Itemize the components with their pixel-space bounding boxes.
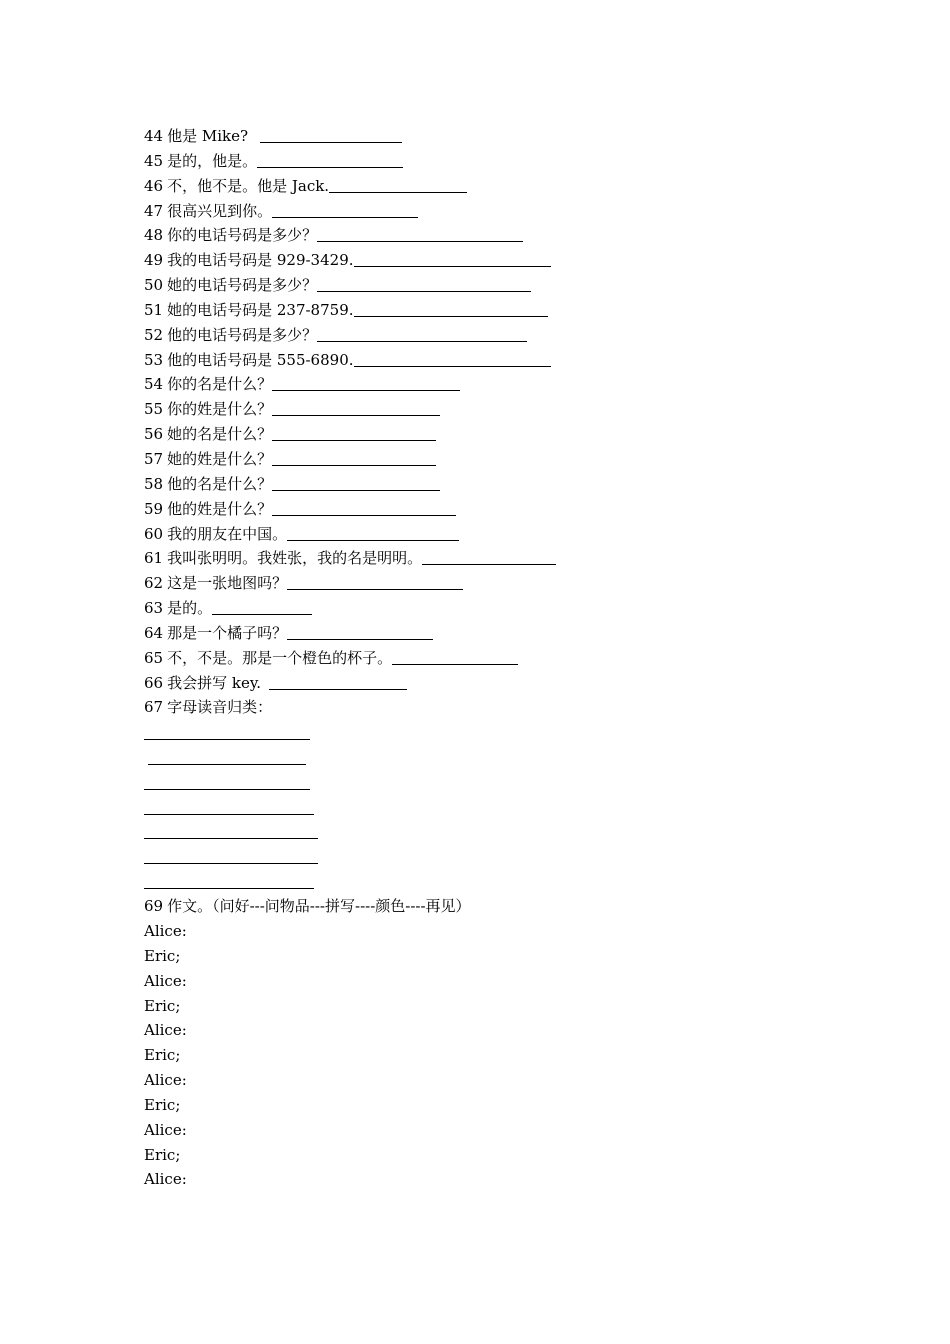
question-number: 66 [144, 673, 164, 692]
answer-blank[interactable] [317, 325, 527, 342]
question-text: 她的电话号码是多少？ [167, 276, 318, 295]
question-50 [144, 273, 844, 298]
answer-blank[interactable] [272, 449, 436, 466]
answer-blank[interactable] [272, 424, 436, 441]
question-62 [144, 571, 844, 596]
question-number: 58 [144, 474, 164, 493]
blank-line-row [144, 770, 844, 795]
question-text: 那是一个橘子吗？ [167, 623, 288, 642]
answer-blank[interactable] [287, 573, 463, 590]
question-60 [144, 522, 844, 547]
question-text: 他的电话号码是多少？ [167, 325, 318, 344]
question-text: 她的名是什么？ [167, 425, 273, 444]
question-text: 她的电话号码是 237-8759. [167, 300, 354, 319]
answer-blank[interactable] [329, 176, 467, 193]
speaker-label: Eric; [144, 1095, 181, 1114]
answer-blank[interactable] [144, 814, 314, 815]
speaker-label: Alice: [144, 971, 187, 990]
question-text: 他的名是什么？ [167, 474, 273, 493]
blank-line-row [144, 869, 844, 894]
dialog-speaker-line [144, 1043, 844, 1068]
answer-blank[interactable] [354, 350, 551, 367]
blank-line-row [144, 844, 844, 869]
question-number: 65 [144, 648, 164, 667]
question-text: 他的姓是什么？ [167, 499, 273, 518]
question-number: 63 [144, 599, 164, 618]
answer-blank[interactable] [272, 474, 440, 491]
question-number: 52 [144, 325, 164, 344]
question-text: 我叫张明明。我姓张，我的名是明明。 [167, 549, 423, 568]
question-44 [144, 124, 844, 149]
answer-blank[interactable] [287, 623, 433, 640]
speaker-label: Eric; [144, 946, 181, 965]
question-text: 你的名是什么？ [167, 375, 273, 394]
blank-line-row [144, 745, 844, 770]
question-number: 49 [144, 251, 164, 270]
answer-blank[interactable] [272, 399, 440, 416]
question-64 [144, 621, 844, 646]
question-65 [144, 646, 844, 671]
dialog-speaker-line [144, 1118, 844, 1143]
question-47 [144, 199, 844, 224]
dialog-speaker-line [144, 919, 844, 944]
question-number: 67 [144, 698, 164, 717]
dialog-speaker-line [144, 1068, 844, 1093]
answer-blank[interactable] [144, 739, 310, 740]
question-number: 55 [144, 400, 164, 419]
question-52 [144, 323, 844, 348]
question-text: 你的电话号码是多少？ [167, 226, 318, 245]
speaker-label: Alice: [144, 922, 187, 940]
question-text: 作文。（问好---问物品---拼写----颜色----再见） [167, 897, 471, 916]
question-number: 61 [144, 549, 164, 568]
answer-blank[interactable] [144, 789, 310, 790]
question-number: 45 [144, 151, 164, 170]
question-61 [144, 546, 844, 571]
question-number: 50 [144, 276, 164, 295]
question-number: 54 [144, 375, 164, 394]
question-number: 60 [144, 524, 164, 543]
answer-blank[interactable] [148, 764, 306, 765]
question-46 [144, 174, 844, 199]
question-text: 不，不是。那是一个橙色的杯子。 [167, 648, 393, 667]
question-list [144, 124, 844, 695]
question-number: 44 [144, 127, 164, 145]
speaker-label: Alice: [144, 1120, 187, 1139]
question-45 [144, 149, 844, 174]
dialog-speaker-line [144, 1018, 844, 1043]
speaker-label: Alice: [144, 1170, 187, 1189]
speaker-label: Eric; [144, 996, 181, 1015]
answer-blank[interactable] [212, 598, 312, 615]
question-number: 53 [144, 350, 164, 369]
question-text: 他的电话号码是 555-6890. [167, 350, 354, 369]
question-63 [144, 596, 844, 621]
speaker-label: Eric; [144, 1046, 181, 1065]
question-49 [144, 248, 844, 273]
answer-blank[interactable] [144, 888, 314, 889]
question-57 [144, 447, 844, 472]
answer-blank[interactable] [144, 863, 318, 864]
answer-blank[interactable] [422, 548, 556, 565]
answer-blank[interactable] [260, 126, 402, 143]
question-text: 是的，他是。 [167, 151, 258, 170]
blank-line-row [144, 820, 844, 845]
answer-blank[interactable] [392, 648, 518, 665]
question-51 [144, 298, 844, 323]
question-55 [144, 397, 844, 422]
dialog-speaker-line [144, 969, 844, 994]
blank-line-row [144, 795, 844, 820]
answer-blank[interactable] [272, 201, 418, 218]
question-number: 47 [144, 201, 164, 220]
dialog-speaker-line [144, 944, 844, 969]
dialog-speaker-line [144, 1143, 844, 1168]
question-56 [144, 422, 844, 447]
answer-blank[interactable] [354, 250, 551, 267]
dialog-speaker-line [144, 994, 844, 1019]
question-text: 不，他不是。他是 Jack. [167, 176, 330, 195]
question-text: 这是一张地图吗？ [167, 574, 288, 593]
question-text: 很高兴见到你。 [167, 201, 273, 220]
answer-blank[interactable] [317, 275, 531, 292]
answer-blank[interactable] [272, 499, 456, 516]
question-69 [144, 894, 844, 919]
question-number: 56 [144, 425, 164, 444]
answer-blank[interactable] [269, 673, 407, 690]
question-text: 我的朋友在中国。 [167, 524, 288, 543]
question-number: 46 [144, 176, 164, 195]
question-number: 48 [144, 226, 164, 245]
worksheet [144, 124, 844, 1192]
question-number: 59 [144, 499, 164, 518]
answer-blank[interactable] [317, 225, 523, 242]
question-text: 字母读音归类： [167, 698, 273, 717]
answer-blank[interactable] [144, 838, 318, 839]
question-48 [144, 223, 844, 248]
speaker-label: Eric; [144, 1145, 181, 1164]
question-text: 是的。 [167, 599, 213, 618]
answer-blank[interactable] [287, 524, 459, 541]
question-text: 我会拼写 key. [167, 673, 262, 692]
question-53 [144, 348, 844, 373]
dialog-speaker-line [144, 1167, 844, 1192]
question-58 [144, 472, 844, 497]
question-number: 51 [144, 300, 164, 319]
question-text: 你的姓是什么？ [167, 400, 273, 419]
question-66 [144, 671, 844, 696]
question-number: 62 [144, 574, 164, 593]
dialog-lines [144, 919, 844, 1192]
question-text: 我的电话号码是 929-3429. [167, 251, 354, 270]
question-67 [144, 695, 844, 720]
question-59 [144, 497, 844, 522]
question-text: 他是 Mike? [167, 127, 249, 145]
blank-line-row [144, 720, 844, 745]
answer-blank[interactable] [354, 300, 548, 317]
question-number: 69 [144, 897, 164, 916]
answer-blank[interactable] [272, 374, 460, 391]
answer-blank[interactable] [257, 151, 403, 168]
question-number: 57 [144, 449, 164, 468]
question-number: 64 [144, 623, 164, 642]
dialog-speaker-line [144, 1093, 844, 1118]
question-54 [144, 372, 844, 397]
sound-classification-blanks [144, 720, 844, 894]
speaker-label: Alice: [144, 1021, 187, 1040]
question-text: 她的姓是什么？ [167, 449, 273, 468]
speaker-label: Alice: [144, 1071, 187, 1090]
